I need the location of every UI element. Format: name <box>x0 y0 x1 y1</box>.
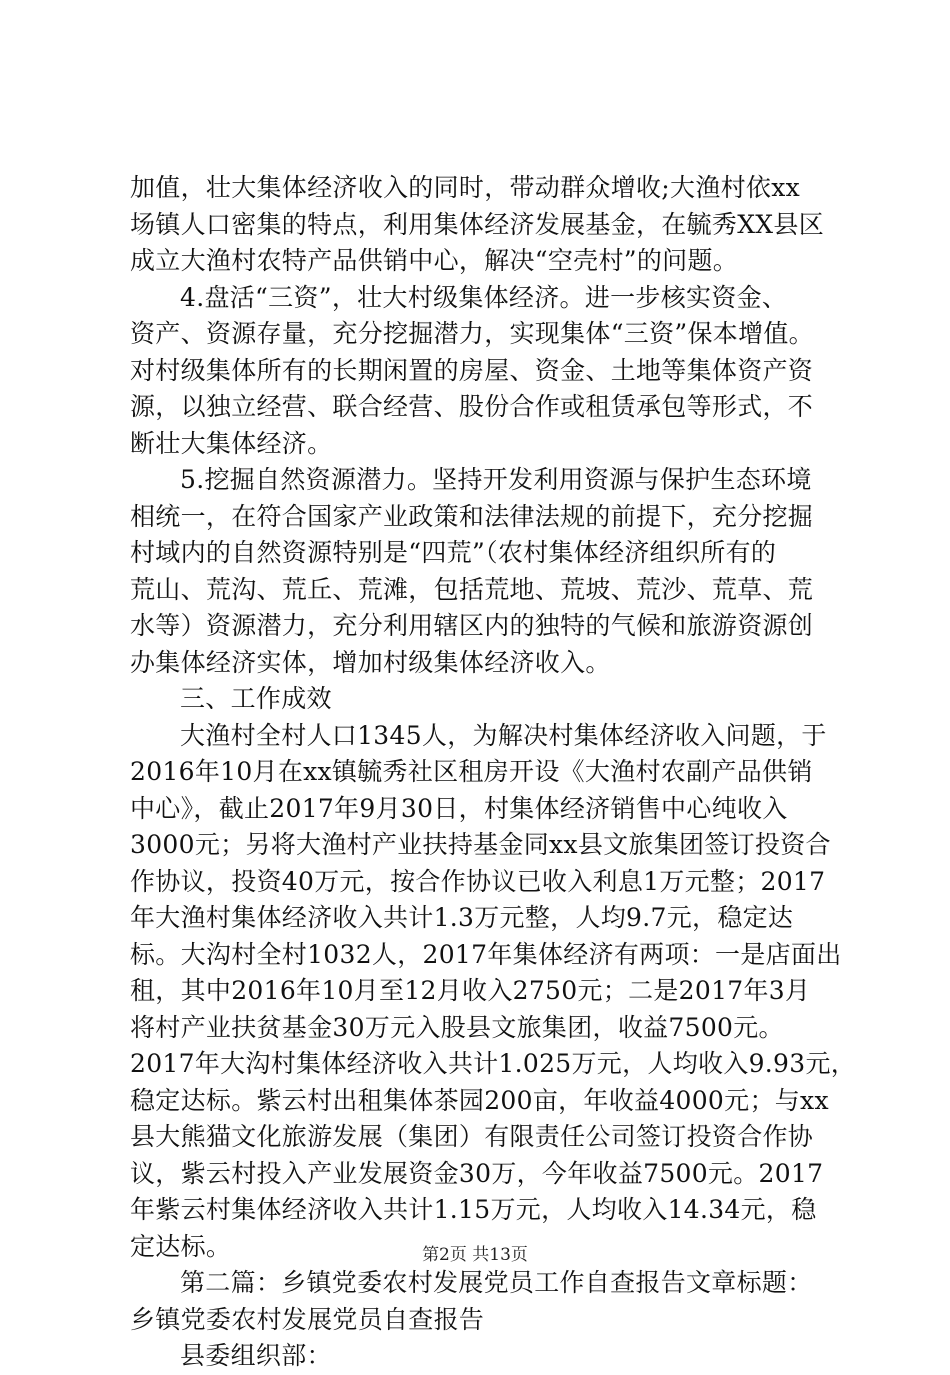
text-line: 场镇人口密集的特点，利用集体经济发展基金，在毓秀XX县区 <box>130 209 824 239</box>
text-line: 源，以独立经营、联合经营、股份合作或租赁承包等形式，不 <box>130 392 814 421</box>
text-line: 2017年大沟村集体经济收入共计1.025万元，人均收入9.93元， <box>130 1049 857 1078</box>
salutation: 县委组织部： <box>180 1341 332 1370</box>
text-line: 稳定达标。紫云村出租集体茶园200亩，年收益4000元；与xx <box>130 1085 829 1115</box>
paragraph-start: 4.盘活“三资”，壮大村级集体经济。进一步核实资金、 <box>180 282 788 312</box>
text-line: 3000元；另将大渔村产业扶持基金同xx县文旅集团签订投资合 <box>130 830 831 859</box>
article-title-line: 第二篇：乡镇党委农村发展党员工作自查报告文章标题： <box>180 1268 813 1297</box>
text-line: 对村级集体所有的长期闲置的房屋、资金、土地等集体资产资 <box>130 355 814 385</box>
text-line: 资产、资源存量，充分挖掘潜力，实现集体“三资”保本增值。 <box>130 319 814 348</box>
text-line: 县大熊猫文化旅游发展（集团）有限责任公司签订投资合作协 <box>130 1122 814 1151</box>
text-line: 加值，壮大集体经济收入的同时，带动群众增收;大渔村依xx <box>130 173 801 202</box>
text-line: 成立大渔村农特产品供销中心，解决“空壳村”的问题。 <box>130 246 739 275</box>
text-line: 断壮大集体经济。 <box>130 428 333 458</box>
text-line: 荒山、荒沟、荒丘、荒滩，包括荒地、荒坡、荒沙、荒草、荒 <box>130 574 814 604</box>
section-heading: 三、工作成效 <box>180 684 332 713</box>
text-line: 办集体经济实体，增加村级集体经济收入。 <box>130 647 611 677</box>
text-line: 中心》，截止2017年9月30日，村集体经济销售中心纯收入 <box>130 793 788 823</box>
text-line: 村域内的自然资源特别是“四荒”（农村集体经济组织所有的 <box>130 538 777 567</box>
text-line: 定达标。 <box>130 1231 232 1261</box>
text-line: 水等）资源潜力，充分利用辖区内的独特的气候和旅游资源创 <box>130 611 814 640</box>
text-line: 租，其中2016年10月至12月收入2750元；二是2017年3月 <box>130 976 811 1005</box>
text-line: 年大渔村集体经济收入共计1.3万元整，人均9.7元，稳定达 <box>130 903 794 932</box>
text-line: 作协议，投资40万元，按合作协议已收入利息1万元整；2017 <box>130 866 826 896</box>
text-line: 相统一，在符合国家产业政策和法律法规的前提下，充分挖掘 <box>130 501 814 531</box>
text-line: 标。大沟村全村1032人，2017年集体经济有两项：一是店面出 <box>130 939 842 969</box>
paragraph-start: 5.挖掘自然资源潜力。坚持开发利用资源与保护生态环境 <box>180 465 812 494</box>
paragraph-start: 大渔村全村人口1345人，为解决村集体经济收入问题，于 <box>180 720 827 750</box>
page-number: 第2页 共13页 <box>422 1245 528 1265</box>
text-line: 将村产业扶贫基金30万元入股县文旅集团，收益7500元。 <box>130 1012 784 1042</box>
article-title-line: 乡镇党委农村发展党员自查报告 <box>130 1304 485 1334</box>
text-line: 年紫云村集体经济收入共计1.15万元，人均收入14.34元，稳 <box>130 1195 817 1224</box>
text-line: 2016年10月在xx镇毓秀社区租房开设《大渔村农副产品供销 <box>130 757 813 786</box>
text-line: 议，紫云村投入产业发展资金30万，今年收益7500元。2017 <box>130 1158 824 1188</box>
document-body <box>130 170 857 1375</box>
